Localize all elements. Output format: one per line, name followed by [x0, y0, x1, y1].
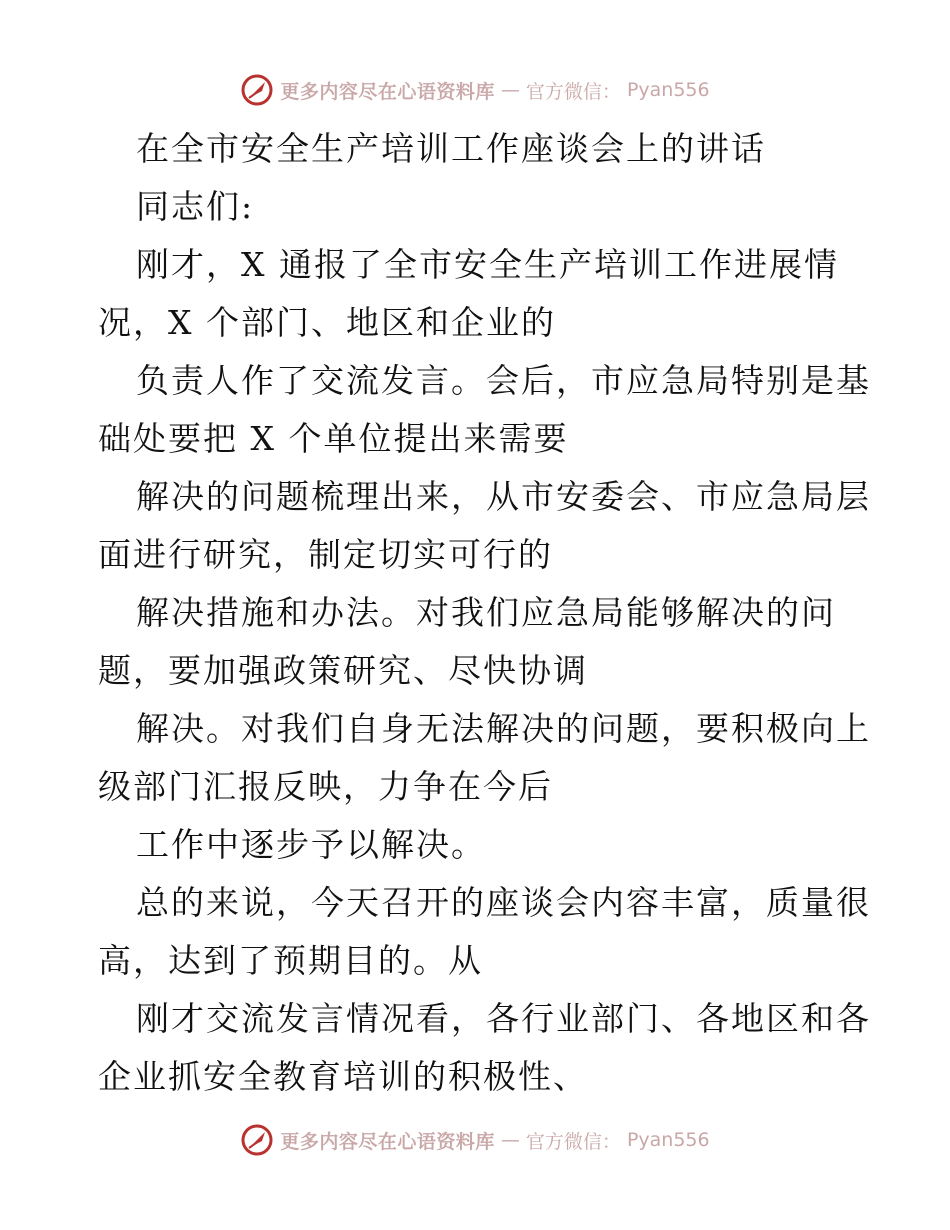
body-line: 题，要加强政策研究、尽快协调	[98, 651, 588, 690]
watermark-wechat-id: Pyan556	[626, 79, 710, 101]
header-watermark	[0, 70, 950, 110]
watermark-separator: —	[500, 1129, 520, 1151]
body-line: 解决的问题梳理出来，从市安委会、市应急局层	[136, 477, 871, 516]
salutation: 同志们:	[136, 187, 255, 226]
body-line: 面进行研究，制定切实可行的	[98, 535, 553, 574]
watermark-separator: —	[500, 79, 520, 101]
watermark-text: 更多内容尽在心语资料库	[280, 1130, 495, 1153]
body-line: 级部门汇报反映，力争在今后	[98, 767, 553, 806]
body-line: 刚才交流发言情况看，各行业部门、各地区和各	[136, 999, 871, 1038]
body-line: 解决。对我们自身无法解决的问题，要积极向上	[136, 709, 871, 748]
body-line: 刚才，X 通报了全市安全生产培训工作进展情	[136, 245, 839, 284]
body-line: 高，达到了预期目的。从	[98, 941, 483, 980]
body-line: 负责人作了交流发言。会后，市应急局特别是基	[136, 361, 871, 400]
body-line: 总的来说，今天召开的座谈会内容丰富，质量很	[136, 883, 871, 922]
body-line: 解决措施和办法。对我们应急局能够解决的问	[136, 593, 836, 632]
footer-watermark	[0, 1120, 950, 1160]
document-body	[98, 120, 871, 1106]
watermark-text: 更多内容尽在心语资料库	[280, 80, 495, 103]
quill-logo-icon	[240, 1123, 274, 1157]
body-line: 工作中逐步予以解决。	[136, 825, 486, 864]
quill-logo-icon	[240, 73, 274, 107]
document-title: 在全市安全生产培训工作座谈会上的讲话	[136, 129, 766, 168]
body-line: 础处要把 X 个单位提出来需要	[98, 419, 569, 458]
watermark-wechat-label: 官方微信：	[525, 80, 621, 103]
watermark-wechat-id: Pyan556	[626, 1129, 710, 1151]
body-line: 况，X 个部门、地区和企业的	[98, 303, 556, 342]
body-line: 企业抓安全教育培训的积极性、	[98, 1057, 588, 1096]
watermark-wechat-label: 官方微信：	[525, 1130, 621, 1153]
